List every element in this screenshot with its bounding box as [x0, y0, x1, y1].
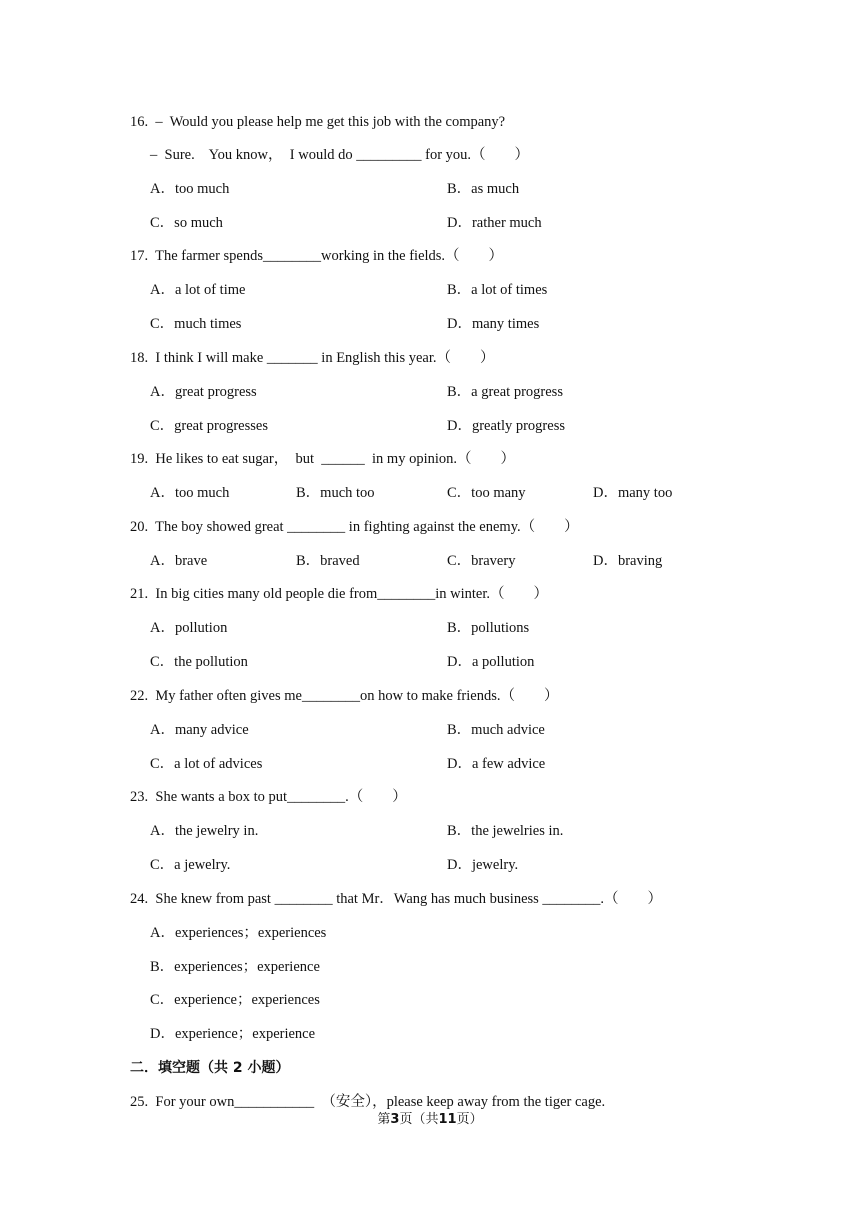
- question-16-option-c: C．so much: [150, 215, 223, 231]
- question-19-option-c: C．too many: [447, 485, 526, 501]
- footer-suffix: 页）: [456, 1112, 483, 1127]
- question-20-option-b: B．braved: [296, 553, 360, 569]
- question-17-option-b: B．a lot of times: [447, 282, 548, 298]
- question-22-option-b: B．much advice: [447, 722, 545, 738]
- question-18-option-a: A．great progress: [150, 384, 257, 400]
- section-2-heading: 二．填空题（共 2 小题）: [130, 1060, 290, 1076]
- footer-prefix: 第: [377, 1112, 391, 1127]
- question-25-blank: ___________: [234, 1094, 315, 1110]
- question-25-number: 25.: [130, 1094, 149, 1110]
- question-20-option-d: D．braving: [593, 553, 663, 569]
- question-24-option-a: A．experiences；experiences: [150, 925, 327, 941]
- question-19-stem: 19. He likes to eat sugar， but ______ in my opinion.（ ）: [130, 451, 516, 467]
- question-16-option-a: A．too much: [150, 181, 230, 197]
- question-25-before: For your own: [155, 1094, 235, 1110]
- footer-total-pages: 11: [438, 1112, 457, 1127]
- question-16-option-b: B．as much: [447, 181, 520, 197]
- question-17-option-a: A．a lot of time: [150, 282, 246, 298]
- question-20-option-a: A．brave: [150, 553, 208, 569]
- question-17-option-c: C．much times: [150, 316, 242, 332]
- question-22-option-a: A．many advice: [150, 722, 249, 738]
- question-19-option-a: A．too much: [150, 485, 230, 501]
- footer-mid: 页（共: [399, 1112, 439, 1127]
- question-21-stem: 21. In big cities many old people die from________in winter.（ ）: [130, 586, 549, 602]
- question-24-option-b: B．experiences；experience: [150, 959, 320, 975]
- question-24-option-c: C．experience；experiences: [150, 992, 320, 1008]
- page-footer: [0, 1110, 860, 1130]
- question-16-stem: 16. – Would you please help me get this job with the company?: [130, 114, 506, 130]
- question-16-response: – Sure. You know， I would do _________ for you.（ ）: [150, 147, 530, 163]
- question-23-option-d: D．jewelry.: [447, 857, 519, 873]
- question-23-option-b: B．the jewelries in.: [447, 823, 564, 839]
- footer-page-number: 3: [390, 1112, 400, 1127]
- question-22-option-c: C．a lot of advices: [150, 756, 263, 772]
- question-19-option-b: B．much too: [296, 485, 375, 501]
- question-23-stem: 23. She wants a box to put________.（ ）: [130, 789, 407, 805]
- question-21-option-d: D．a pollution: [447, 654, 535, 670]
- question-25-after: （安全），please keep away from the tiger cage.: [321, 1094, 606, 1110]
- question-20-option-c: C．bravery: [447, 553, 516, 569]
- question-19-option-d: D．many too: [593, 485, 673, 501]
- question-21-option-a: A．pollution: [150, 620, 228, 636]
- question-21-option-c: C．the pollution: [150, 654, 248, 670]
- question-21-option-b: B．pollutions: [447, 620, 530, 636]
- question-24-option-d: D．experience；experience: [150, 1026, 316, 1042]
- question-23-option-c: C．a jewelry.: [150, 857, 231, 873]
- question-17-stem: 17. The farmer spends________working in the fields.（ ）: [130, 248, 504, 264]
- question-17-option-d: D．many times: [447, 316, 540, 332]
- question-23-option-a: A．the jewelry in.: [150, 823, 259, 839]
- question-24-stem: 24. She knew from past ________ that Mr．Wang has much business ________.（ ）: [130, 891, 663, 907]
- question-16-option-d: D．rather much: [447, 215, 542, 231]
- question-18-option-b: B．a great progress: [447, 384, 563, 400]
- question-18-option-c: C．great progresses: [150, 418, 268, 434]
- question-20-stem: 20. The boy showed great ________ in fighting against the enemy.（ ）: [130, 519, 579, 535]
- question-25: [130, 1092, 605, 1112]
- question-18-stem: 18. I think I will make _______ in English this year.（ ）: [130, 350, 495, 366]
- question-22-option-d: D．a few advice: [447, 756, 546, 772]
- question-18-option-d: D．greatly progress: [447, 418, 565, 434]
- question-22-stem: 22. My father often gives me________on how to make friends.（ ）: [130, 688, 559, 704]
